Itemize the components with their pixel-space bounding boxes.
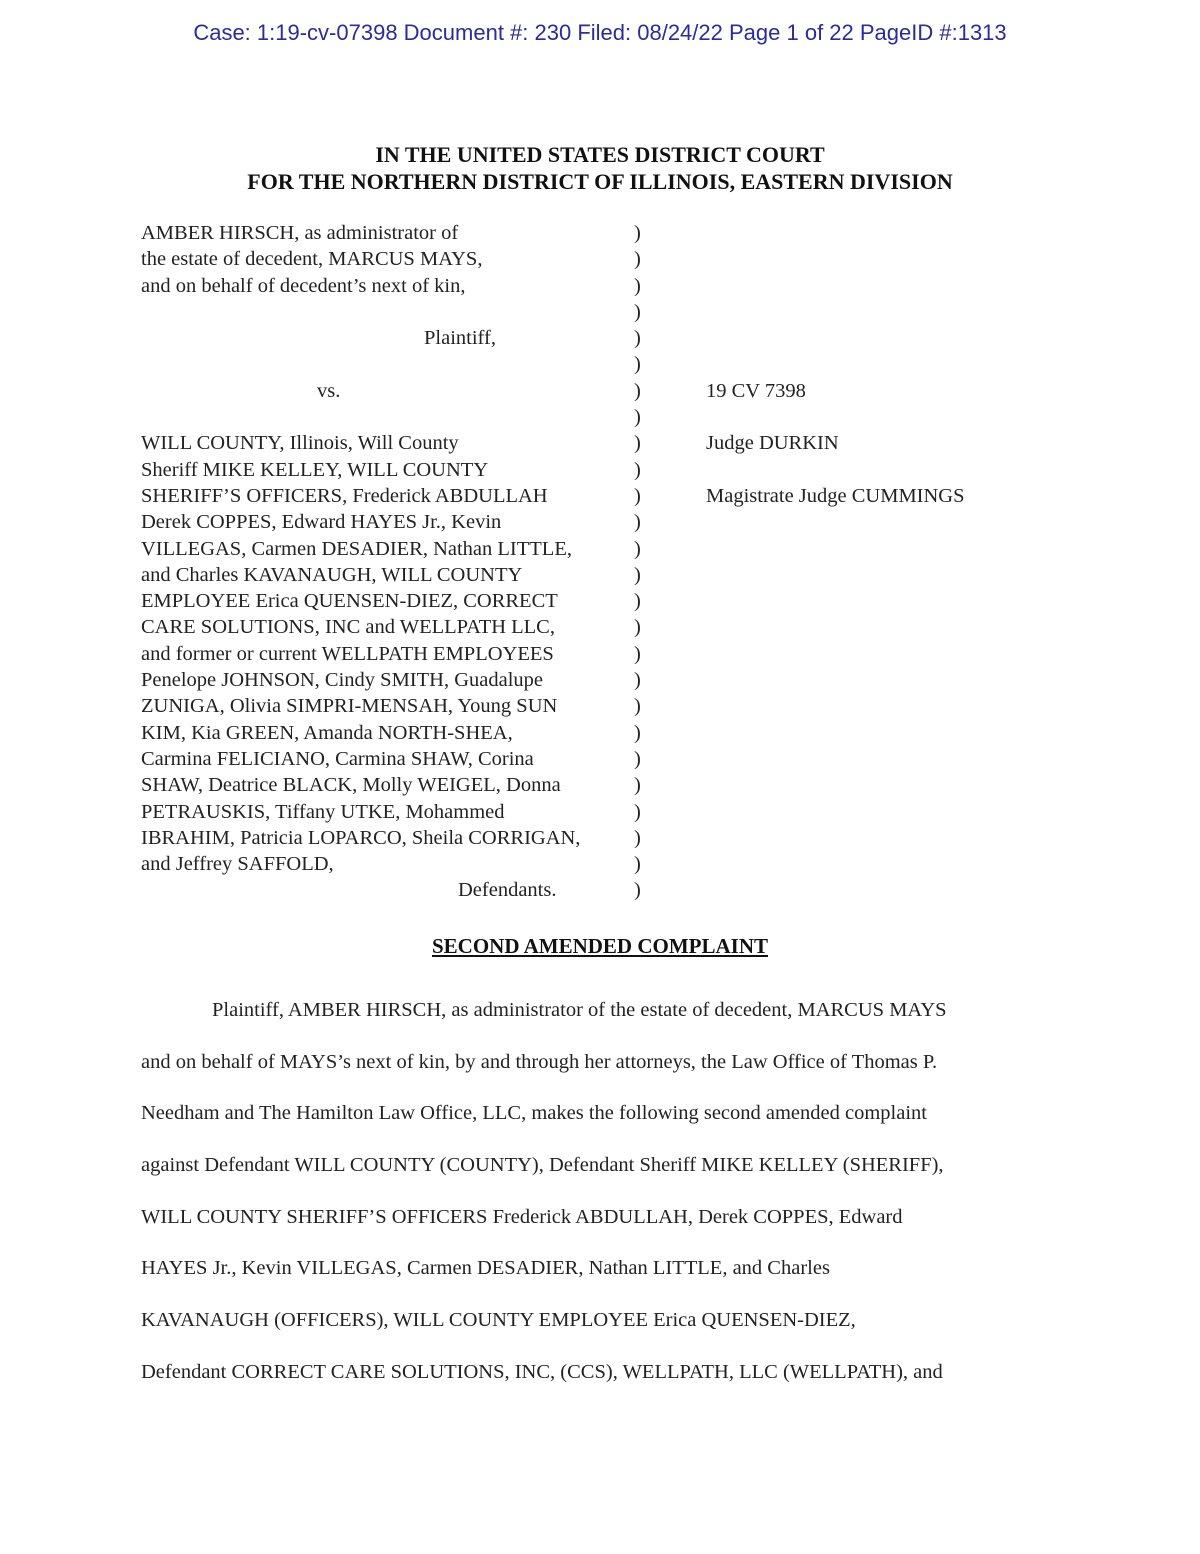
caption-row — [141, 246, 1041, 272]
body-line: Defendant CORRECT CARE SOLUTIONS, INC, (CCS), WELLPATH, LLC (WELLPATH), and — [141, 1360, 943, 1383]
court-title-line-1: IN THE UNITED STATES DISTRICT COURT — [375, 142, 825, 167]
caption-paren: ) — [634, 747, 641, 770]
defendant-line: IBRAHIM, Patricia LOPARCO, Sheila CORRIGAN, — [141, 826, 581, 849]
caption-paren: ) — [634, 879, 641, 902]
defendant-line: VILLEGAS, Carmen DESADIER, Nathan LITTLE, — [141, 537, 572, 560]
caption-paren: ) — [634, 274, 641, 297]
body-line: and on behalf of MAYS’s next of kin, by and through her attorneys, the Law Office of Thomas P. — [141, 1050, 938, 1073]
caption-row — [141, 273, 1041, 299]
caption-paren: ) — [634, 327, 641, 350]
caption-paren: ) — [634, 537, 641, 560]
caption-paren: ) — [634, 458, 641, 481]
caption-row — [141, 720, 1041, 746]
defendants-label: Defendants. — [458, 879, 557, 902]
plaintiff-label: Plaintiff, — [424, 327, 496, 350]
defendant-line: Sheriff MIKE KELLEY, WILL COUNTY — [141, 458, 489, 481]
defendant-line: ZUNIGA, Olivia SIMPRI-MENSAH, Young SUN — [141, 695, 558, 718]
caption-paren: ) — [634, 353, 641, 376]
document-title: SECOND AMENDED COMPLAINT — [431, 934, 769, 958]
caption-row — [141, 799, 1041, 825]
judge-name: Judge DURKIN — [706, 432, 839, 455]
caption-paren: ) — [634, 616, 641, 639]
caption-row — [141, 404, 1041, 430]
caption-paren: ) — [634, 563, 641, 586]
magistrate-judge-name: Magistrate Judge CUMMINGS — [706, 484, 965, 507]
caption-paren: ) — [634, 406, 641, 429]
complaint-body — [141, 985, 1061, 1399]
caption-row — [141, 325, 1041, 351]
body-line: HAYES Jr., Kevin VILLEGAS, Carmen DESADIER, Nathan LITTLE, and Charles — [141, 1257, 830, 1280]
caption-paren: ) — [634, 642, 641, 665]
plaintiff-line: AMBER HIRSCH, as administrator of — [141, 222, 459, 244]
defendant-line: CARE SOLUTIONS, INC and WELLPATH LLC, — [141, 616, 555, 639]
caption-row — [141, 851, 1041, 877]
caption-paren: ) — [634, 300, 641, 323]
defendant-line: SHERIFF’S OFFICERS, Frederick ABDULLAH — [141, 484, 548, 507]
caption-row — [141, 667, 1041, 693]
caption-paren: ) — [634, 484, 641, 507]
case-number: 19 CV 7398 — [706, 379, 806, 402]
caption-row — [141, 772, 1041, 798]
caption-row — [141, 536, 1041, 562]
caption-row — [141, 220, 1041, 246]
caption-row — [141, 825, 1041, 851]
defendant-line: Penelope JOHNSON, Cindy SMITH, Guadalupe — [141, 669, 543, 692]
caption-paren: ) — [634, 800, 641, 823]
caption-paren: ) — [634, 853, 641, 876]
defendant-line: and Charles KAVANAUGH, WILL COUNTY — [141, 563, 523, 586]
caption-row — [141, 483, 1041, 509]
caption-row — [141, 588, 1041, 614]
caption-paren: ) — [634, 432, 641, 455]
caption-row — [141, 430, 1041, 456]
court-title-line-2: FOR THE NORTHERN DISTRICT OF ILLINOIS, EASTERN DIVISION — [247, 169, 953, 194]
caption-paren: ) — [634, 590, 641, 613]
defendant-line: Carmina FELICIANO, Carmina SHAW, Corina — [141, 747, 534, 770]
caption-paren: ) — [634, 248, 641, 271]
body-line: Needham and The Hamilton Law Office, LLC, makes the following second amended complaint — [141, 1102, 927, 1125]
defendant-line: WILL COUNTY, Illinois, Will County — [141, 432, 459, 455]
caption-row — [141, 614, 1041, 640]
caption-row — [141, 562, 1041, 588]
defendant-line: KIM, Kia GREEN, Amanda NORTH-SHEA, — [141, 721, 513, 744]
caption-row — [141, 378, 1041, 404]
caption-paren: ) — [634, 826, 641, 849]
caption-paren: ) — [634, 774, 641, 797]
caption-paren: ) — [634, 669, 641, 692]
caption-row — [141, 351, 1041, 377]
caption-paren: ) — [634, 511, 641, 534]
defendant-line: Derek COPPES, Edward HAYES Jr., Kevin — [141, 511, 502, 534]
defendant-line: EMPLOYEE Erica QUENSEN-DIEZ, CORRECT — [141, 590, 558, 613]
defendant-line: PETRAUSKIS, Tiffany UTKE, Mohammed — [141, 800, 505, 823]
case-caption — [141, 220, 1041, 904]
caption-row — [141, 746, 1041, 772]
body-line: KAVANAUGH (OFFICERS), WILL COUNTY EMPLOYEE Erica QUENSEN-DIEZ, — [141, 1309, 856, 1332]
versus-label: vs. — [317, 379, 341, 402]
caption-row — [141, 877, 1041, 903]
plaintiff-line: the estate of decedent, MARCUS MAYS, — [141, 248, 483, 271]
caption-paren: ) — [634, 379, 641, 402]
body-line: Plaintiff, AMBER HIRSCH, as administrator of the estate of decedent, MARCUS MAYS — [212, 999, 947, 1021]
caption-row — [141, 641, 1041, 667]
body-line: WILL COUNTY SHERIFF’S OFFICERS Frederick ABDULLAH, Derek COPPES, Edward — [141, 1205, 903, 1228]
caption-row — [141, 693, 1041, 719]
caption-row — [141, 509, 1041, 535]
plaintiff-line: and on behalf of decedent’s next of kin, — [141, 274, 466, 297]
court-title — [0, 141, 1200, 195]
defendant-line: SHAW, Deatrice BLACK, Molly WEIGEL, Donna — [141, 774, 561, 797]
caption-row — [141, 457, 1041, 483]
defendant-line: and former or current WELLPATH EMPLOYEES — [141, 642, 554, 665]
body-line: against Defendant WILL COUNTY (COUNTY), Defendant Sheriff MIKE KELLEY (SHERIFF), — [141, 1154, 944, 1177]
case-header-stamp: Case: 1:19-cv-07398 Document #: 230 Filed: 08/24/22 Page 1 of 22 PageID #:1313 — [193, 20, 1007, 45]
defendant-line: and Jeffrey SAFFOLD, — [141, 853, 334, 876]
caption-paren: ) — [634, 222, 641, 244]
caption-row — [141, 299, 1041, 325]
caption-paren: ) — [634, 695, 641, 718]
caption-paren: ) — [634, 721, 641, 744]
